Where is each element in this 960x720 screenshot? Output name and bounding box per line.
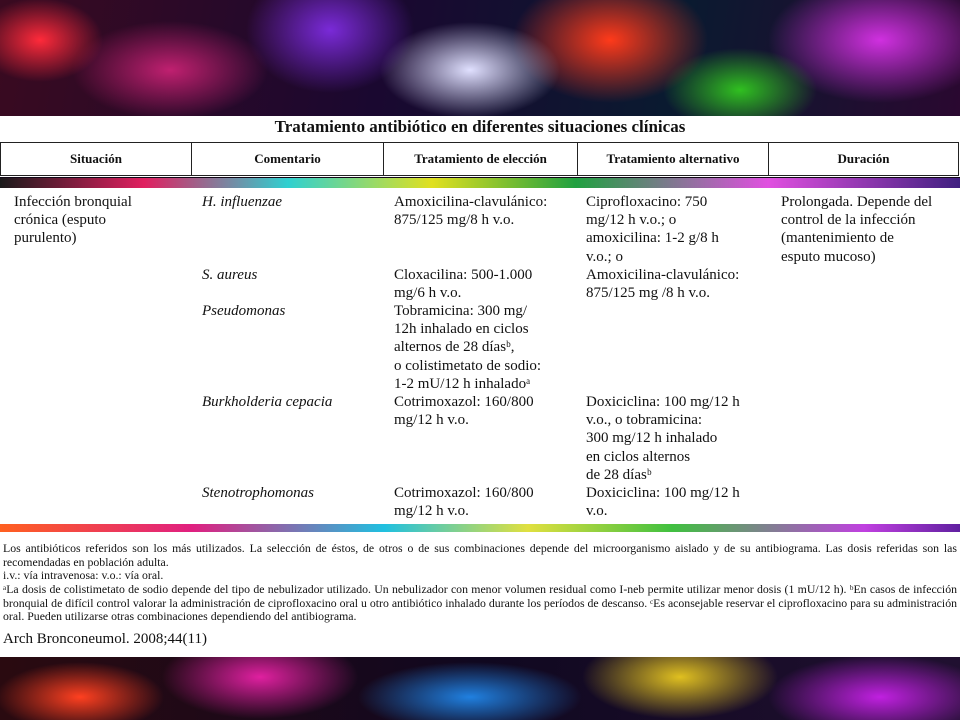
cell-alternativo-3: Doxiciclina: 100 mg/12 h v.o., o tobramicina: 300 mg/12 h inhalado en ciclos alternos de 28 díasᵇ [586, 394, 740, 483]
decorative-band [0, 178, 960, 188]
cell-eleccion-3: Cotrimoxazol: 160/800 mg/12 h v.o. [394, 394, 534, 429]
cell-comentario-1: S. aureus [202, 267, 258, 283]
header-alternativo: Tratamiento alternativo [577, 142, 768, 176]
cell-eleccion-2: Tobramicina: 300 mg/ 12h inhalado en ciclos alternos de 28 díasᵇ, o colistimetato de sodio: 1-2 mU/12 h inhaladoᵃ [394, 303, 542, 392]
citation: Arch Bronconeumol. 2008;44(11) [3, 631, 207, 647]
header-situacion: Situación [0, 142, 191, 176]
header-comentario: Comentario [191, 142, 383, 176]
cell-situacion: Infección bronquial crónica (esputo purulento) [14, 194, 132, 247]
header-eleccion: Tratamiento de elección [383, 142, 577, 176]
cell-alternativo-4: Doxiciclina: 100 mg/12 h v.o. [586, 485, 740, 520]
footnote-general: Los antibióticos referidos son los más utilizados. La selección de éstos, de otros o de sus combinaciones depende del microorganismo aislado y de su antibiograma. Las dosis referidas son las recomendadas en población adulta. [3, 541, 957, 569]
cell-eleccion-0: Amoxicilina-clavulánico: 875/125 mg/8 h v.o. [394, 194, 548, 229]
footnote-details: ᵃLa dosis de colistimetato de sodio depende del tipo de nebulizador utilizado. Un nebulizador con menor volumen residual como I-neb permite utilizar menor dosis (1 mU/12 h). ᵇEn casos de infección bronquial de difícil control valorar la administración de ciprofloxacino oral u otro antibiótico inhalado durante los períodos de descanso. ᶜEs aconsejable reservar el ciprofloxacino para su administración oral. Pueden utilizarse otras combinaciones dependiendo del antibiograma. [3, 582, 957, 623]
cell-comentario-0: H. influenzae [202, 194, 282, 210]
table-body [0, 188, 960, 524]
cell-comentario-2: Pseudomonas [202, 303, 286, 319]
cell-eleccion-1: Cloxacilina: 500-1.000 mg/6 h v.o. [394, 267, 533, 302]
footnote-abbreviations: i.v.: vía intravenosa: v.o.: vía oral. [3, 568, 164, 582]
cell-duracion: Prolongada. Depende del control de la infección (mantenimiento de esputo mucoso) [781, 194, 933, 265]
cell-alternativo-1: Amoxicilina-clavulánico: 875/125 mg /8 h v.o. [586, 267, 740, 302]
decorative-background-bottom [0, 657, 960, 720]
decorative-band-lower [0, 524, 960, 532]
cell-eleccion-4: Cotrimoxazol: 160/800 mg/12 h v.o. [394, 485, 534, 520]
table-title: Tratamiento antibiótico en diferentes situaciones clínicas [0, 116, 960, 142]
header-duracion: Duración [768, 142, 959, 176]
decorative-background-top [0, 0, 960, 116]
cell-comentario-4: Stenotrophomonas [202, 485, 314, 501]
cell-comentario-3: Burkholderia cepacia [202, 394, 333, 410]
table-header-row [0, 141, 960, 177]
cell-alternativo-0: Ciprofloxacino: 750 mg/12 h v.o.; o amoxicilina: 1-2 g/8 h v.o.; o [586, 194, 719, 265]
table-footnotes [0, 532, 960, 657]
